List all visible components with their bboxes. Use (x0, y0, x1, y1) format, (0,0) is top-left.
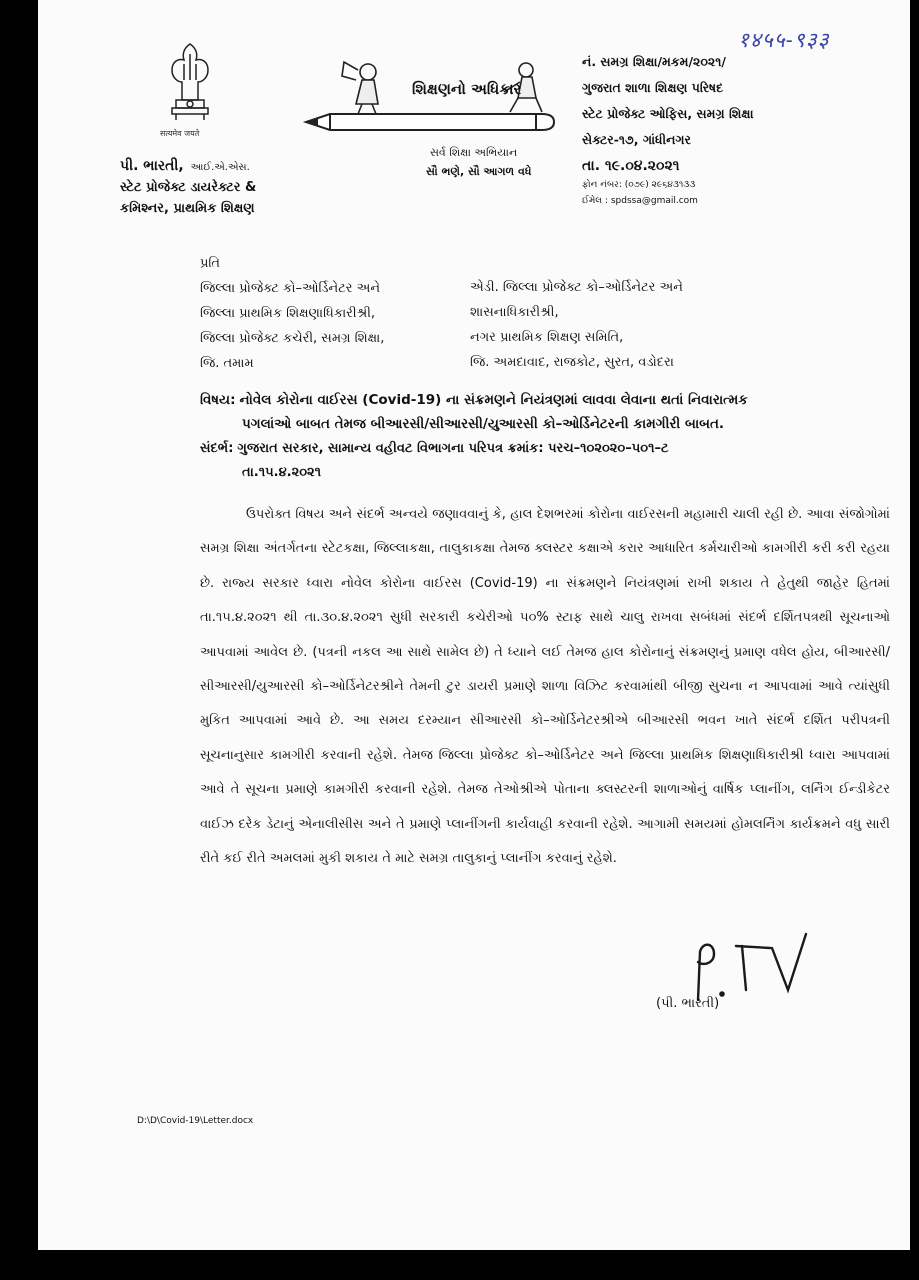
recipient-line: જિલ્લા પ્રાથમિક શિક્ષણાધિકારીશ્રી, (200, 306, 376, 321)
office-subname: સ્ટેટ પ્રોજેક્ટ ઓફિસ, સમગ્ર શિક્ષા (582, 106, 754, 121)
recipient-left (200, 256, 384, 381)
signatory-name: (પી. ભારતી) (656, 996, 720, 1011)
sender-designation-2: કમિશ્નર, પ્રાથમિક શિક્ષણ (120, 201, 255, 216)
reference-block (200, 437, 900, 485)
subject-text-2: પગલાંઓ બાબત તેમજ બીઆરસી/સીઆરસી/યુઆરસી કો–ઓર્ડિનેટરની કામગીરી બાબત. (242, 416, 725, 432)
subject-line (200, 388, 900, 412)
letter-date: તા. ૧૯.૦૪.૨૦૨૧ (582, 158, 680, 174)
body-paragraph: ઉપરોક્ત વિષય અને સંદર્ભ અન્વયે જણાવવાનું કે, હાલ દેશભરમાં કોરોના વાઈરસની મહામારી ચાલી રહી છે. આવા સંજોગોમાં સમગ્ર શિક્ષા અંતર્ગતના સ્ટેટકક્ષા, જિલ્લાકક્ષા, તાલુકાકક્ષા તેમજ ક્લસ્ટર કક્ષાએ કરાર આધારિત કર્મચારીઓ કામગીરી કરી કરી રહયા છે. રાજ્ય સરકાર ધ્વારા નોવેલ કોરોના વાઈરસ (Covid-19) ના સંક્રમણને નિયંત્રણમાં રાખી શકાય તે હેતુથી જાહેર હિતમાં તા.૧૫.૪.૨૦૨૧ થી તા.૩૦.૪.૨૦૨૧ સુધી સરકારી કચેરીઓ ૫૦% સ્ટાફ સાથે ચાલુ રાખવા સબંધમાં સંદર્ભ દર્શિતપત્રથી સૂચનાઓ આપવામાં આવેલ છે. (પત્રની નકલ આ સાથે સામેલ છે) તે ધ્યાને લઈ તેમજ હાલ કોરોનાનું સંક્રમણનું પ્રમાણ વધેલ હોય, બીઆરસી/સીઆરસી/યુઆરસી કો–ઓર્ડિનેટરશ્રીને તેમની ટુર ડાયરી પ્રમાણે શાળા વિઝિટ કરવામાંથી બીજી સુચના ન આપવામાં આવે ત્યાંસુધી મુકિત આપવામાં આવે છે. આ સમય દરમ્યાન સીઆરસી કો–ઓર્ડિનેટરશ્રીએ બીઆરસી ભવન ખાતે સંદર્ભ દર્શિત પરીપત્રની સૂચનાનુસાર કામગીરી કરવાની રહેશે. તેમજ જિલ્લા પ્રોજેક્ટ કો–ઓર્ડિનેટર અને જિલ્લા પ્રાથમિક શિક્ષણાધિકારીશ્રી ધ્વારા આપવામાં આવે તે સૂચના પ્રમાણે કામગીરી કરવાની રહેશે. તેમજ તેઓશ્રીએ પોતાના ક્લસ્ટરની શાળાઓનું વાર્ષિક પ્લાનીંગ, લર્નિંગ ઈન્ડીકેટર વાઈઝ દરેક ડેટાનું એનાલીસીસ અને તે પ્રમાણે પ્લાનીંગની કાર્યવાહી કરવાની રહેશે. આગામી સમયમાં હોમલર્નિંગ કાર્યક્રમને વધુ સારી રીતે કઈ રીતે અમલમાં મુકી શકાય તે માટે સમગ્ર તાલુકાનું પ્લાનીંગ કરવાનું રહેશે. (200, 507, 890, 867)
recipient-line: જિલ્લા પ્રોજેક્ટ કો–ઓર્ડિનેટર અને (200, 281, 381, 296)
scan-border (0, 1250, 919, 1280)
subject-block (200, 388, 900, 436)
office-email: ઈમેલ : spdssa@gmail.com (582, 196, 698, 206)
handwritten-number: १४५५-९३३ (738, 28, 830, 52)
sender-name-line (120, 158, 256, 174)
national-emblem-icon (162, 40, 218, 130)
sender-name: પી. ભારતી, (120, 158, 184, 174)
recipient-line: નગર પ્રાથમિક શિક્ષણ સમિતિ, (470, 330, 624, 345)
logo-tagline: સૌ ભણે, સૌ આગળ વધે (426, 165, 532, 178)
sender-designation: સ્ટેટ પ્રોજેક્ટ ડાયરેક્ટર & (120, 180, 257, 195)
reference-text-1: ગુજરાત સરકાર, સામાન્ય વહીવટ વિભાગના પરિપત્ર ક્રમાંક: પરચ–૧૦૨૦૨૦–૫૦૧–ટ (237, 441, 669, 456)
recipient-line: જિલ્લા પ્રોજેક્ટ કચેરી, સમગ્ર શિક્ષા, (200, 331, 385, 346)
reference-text-2: તા.૧૫.૪.૨૦૨૧ (242, 465, 322, 480)
letter-body (200, 498, 890, 876)
reference-line (200, 437, 900, 461)
office-header (582, 54, 754, 212)
recipient-line: જિ. તમામ (200, 356, 254, 371)
prati-label: પ્રતિ (200, 256, 220, 271)
rte-logo (292, 52, 582, 182)
sender-suffix: આઈ.એ.એસ. (190, 162, 250, 173)
emblem-motto: सत्यमेव जयते (160, 129, 200, 138)
office-name: ગુજરાત શાળા શિક્ષણ પરિષદ (582, 80, 724, 95)
recipient-right (470, 280, 683, 380)
logo-title: શિક્ષણનો અધિકાર (412, 80, 522, 98)
file-path: D:\D\Covid-19\Letter.docx (137, 1116, 254, 1126)
recipient-line: જિ. અમદાવાદ, રાજકોટ, સુરત, વડોદરા (470, 355, 674, 370)
sender-block (120, 158, 256, 216)
logo-subtitle: સર્વ શિક્ષા અભિયાન (430, 146, 518, 159)
recipient-line: શાસનાધિકારીશ્રી, (470, 305, 559, 320)
letter-number: નં. સમગ્ર શિક્ષા/મકમ/૨૦૨૧/ (582, 54, 726, 69)
reference-label: સંદર્ભ: (200, 441, 234, 456)
letter-page (38, 0, 910, 1250)
office-address: સેક્ટર-૧૭, ગાંધીનગર (582, 132, 692, 147)
subject-text-1: નોવેલ કોરોના વાઈરસ (Covid-19) ના સંક્રમણને નિયંત્રણમાં લાવવા લેવાના થતાં નિવારાત્મક (239, 392, 748, 408)
recipient-line: એડી. જિલ્લા પ્રોજેક્ટ કો–ઓર્ડિનેટર અને (470, 280, 683, 295)
office-phone: ફોન નંબર: (૦૭૯) ૨૯૬૪૩૧૩૩ (582, 180, 696, 190)
subject-label: વિષય: (200, 392, 236, 408)
